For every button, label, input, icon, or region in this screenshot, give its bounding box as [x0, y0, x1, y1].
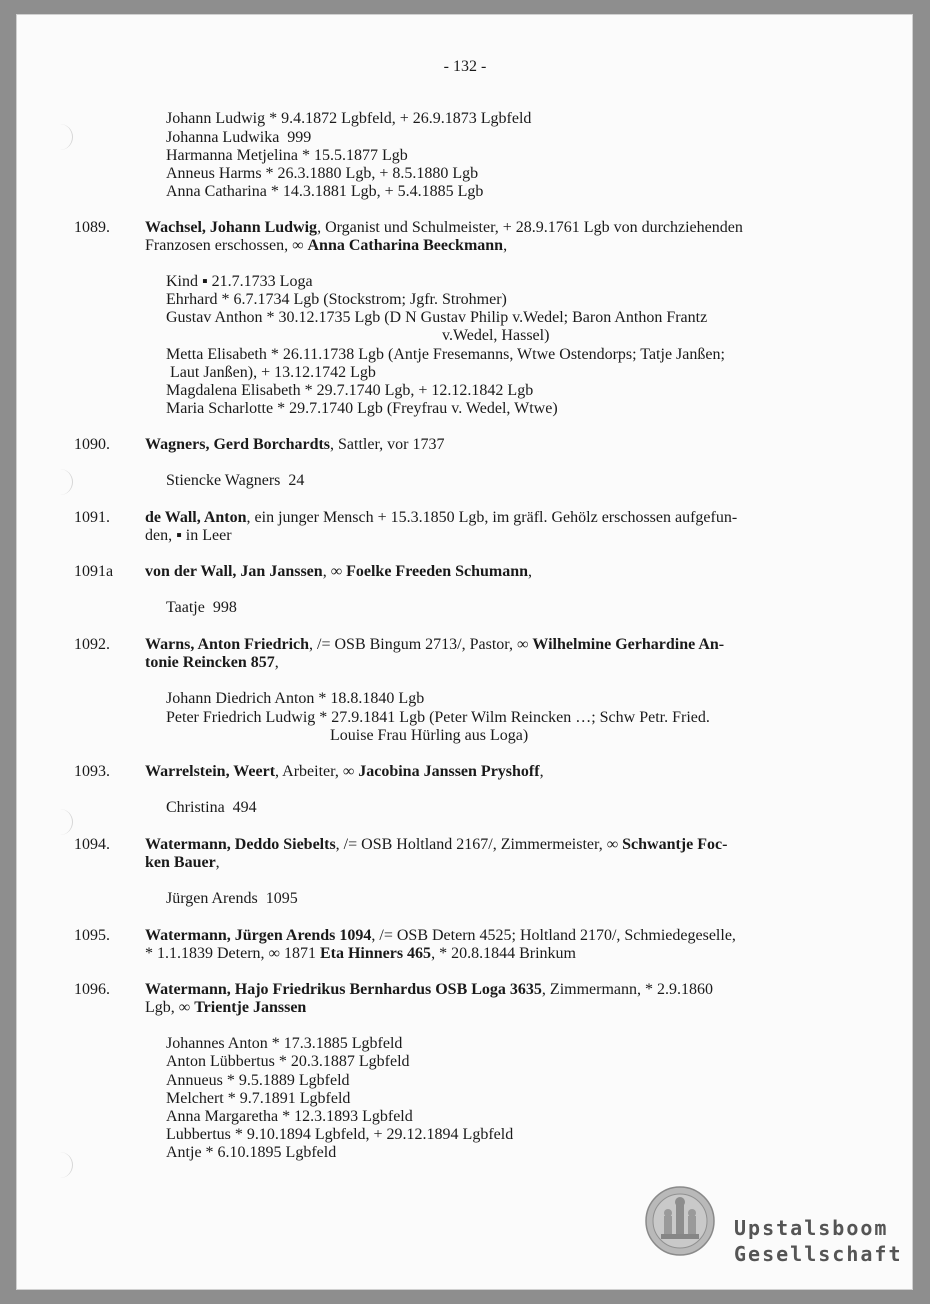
spouse-name: Jacobina Janssen Pryshoff	[358, 763, 540, 780]
entry-number: 1091.	[74, 509, 110, 526]
child-line: Lubbertus * 9.10.1894 Lgbfeld, + 29.12.1894 Lgbfeld	[166, 1126, 514, 1143]
entry-name: Wachsel, Johann Ludwig	[145, 219, 318, 236]
entry-heading	[145, 636, 724, 654]
entry-number: 1092.	[74, 636, 110, 653]
entry-text: Franzosen erschossen, ∞	[145, 237, 308, 254]
spouse-name: Foelke Freeden Schumann	[346, 563, 529, 580]
entry-heading-cont: den, ▪ in Leer	[145, 527, 232, 544]
child-line: Magdalena Elisabeth * 29.7.1740 Lgb, + 12.12.1842 Lgb	[166, 382, 534, 399]
page-number: - 132 -	[443, 58, 487, 75]
punch-hole	[56, 469, 73, 495]
entry-heading	[145, 219, 743, 237]
entry-name: Warrelstein, Weert	[145, 763, 276, 780]
child-line: Christina 494	[166, 799, 257, 816]
entry-name: Watermann, Hajo Friedrikus Bernhardus OSB Loga 3635	[145, 981, 542, 998]
entry-text: ,	[215, 854, 220, 871]
seal-icon	[645, 1186, 715, 1256]
child-line: Anton Lübbertus * 20.3.1887 Lgbfeld	[166, 1053, 410, 1070]
child-line: Johann Ludwig * 9.4.1872 Lgbfeld, + 26.9.1873 Lgbfeld	[166, 110, 532, 127]
entry-heading	[145, 436, 444, 454]
spouse-name: Schwantje Foc-	[622, 836, 728, 853]
child-line: Peter Friedrich Ludwig * 27.9.1841 Lgb (Peter Wilm Reincken …; Schw Petr. Fried.	[166, 709, 710, 726]
entry-number: 1089.	[74, 219, 110, 236]
entry-text: ,	[528, 563, 533, 580]
child-line: Taatje 998	[166, 599, 237, 616]
entry-number: 1091a	[74, 563, 114, 580]
entry-name: Warns, Anton Friedrich	[145, 636, 310, 653]
entry-text: * 1.1.1839 Detern, ∞ 1871	[145, 945, 320, 962]
entry-heading-cont	[145, 945, 576, 963]
child-line: Anna Margaretha * 12.3.1893 Lgbfeld	[166, 1108, 413, 1125]
entry-text: , Arbeiter, ∞	[275, 763, 359, 780]
child-line: Johannes Anton * 17.3.1885 Lgbfeld	[166, 1035, 403, 1052]
child-line: Maria Scharlotte * 29.7.1740 Lgb (Freyfrau v. Wedel, Wtwe)	[166, 400, 558, 417]
child-line: Johanna Ludwika 999	[166, 129, 312, 146]
entry-text: ,	[503, 237, 508, 254]
child-line: Harmanna Metjelina * 15.5.1877 Lgb	[166, 147, 408, 164]
entry-heading	[145, 509, 737, 527]
entry-number: 1096.	[74, 981, 110, 998]
entry-text: , /= OSB Bingum 2713/, Pastor, ∞	[309, 636, 533, 653]
entry-name: von der Wall, Jan Janssen	[145, 563, 323, 580]
child-line: Annueus * 9.5.1889 Lgbfeld	[166, 1072, 350, 1089]
entry-text: , * 20.8.1844 Brinkum	[431, 945, 576, 962]
child-line: Anneus Harms * 26.3.1880 Lgb, + 8.5.1880 Lgb	[166, 165, 479, 182]
entry-text: , Zimmermann, * 2.9.1860	[541, 981, 714, 998]
spouse-name: Anna Catharina Beeckmann	[307, 237, 504, 254]
entry-text: , /= OSB Detern 4525; Holtland 2170/, Schmiedegeselle,	[371, 927, 736, 944]
entry-text: , ∞	[322, 563, 347, 580]
entry-text: , ein junger Mensch + 15.3.1850 Lgb, im gräfl. Gehölz erschossen aufgefun-	[246, 509, 738, 526]
spouse-name: Eta Hinners 465	[319, 945, 432, 962]
entry-text: , Organist und Schulmeister, + 28.9.1761 Lgb von durchziehenden	[317, 219, 743, 236]
entry-number: 1090.	[74, 436, 110, 453]
entry-number: 1093.	[74, 763, 110, 780]
entry-heading	[145, 836, 727, 854]
child-line: Anna Catharina * 14.3.1881 Lgb, + 5.4.1885 Lgb	[166, 183, 484, 200]
entry-name: de Wall, Anton	[145, 509, 247, 526]
entry-heading-cont	[145, 999, 306, 1017]
entry-heading-cont	[145, 654, 279, 672]
punch-hole	[56, 809, 73, 835]
entry-text: , /= OSB Holtland 2167/, Zimmermeister, ∞	[335, 836, 623, 853]
entry-heading-cont	[145, 237, 507, 255]
entry-heading	[145, 763, 544, 781]
child-line: Johann Diedrich Anton * 18.8.1840 Lgb	[166, 690, 425, 707]
org-name-line2: Gesellschaft	[734, 1242, 903, 1266]
child-line: v.Wedel, Hassel)	[442, 327, 550, 344]
child-line: Melchert * 9.7.1891 Lgbfeld	[166, 1090, 351, 1107]
entry-heading	[145, 981, 713, 999]
entry-heading	[145, 563, 532, 581]
entry-text: , Sattler, vor 1737	[330, 436, 445, 453]
punch-hole	[56, 1152, 73, 1178]
child-line: Louise Frau Hürling aus Loga)	[330, 727, 529, 744]
spouse-name: ken Bauer	[145, 854, 216, 871]
child-line: Ehrhard * 6.7.1734 Lgb (Stockstrom; Jgfr. Strohmer)	[166, 291, 507, 308]
child-line: Laut Janßen), + 13.12.1742 Lgb	[170, 364, 376, 381]
entry-text: ,	[274, 654, 279, 671]
spouse-name: tonie Reincken 857	[145, 654, 275, 671]
child-line: Gustav Anthon * 30.12.1735 Lgb (D N Gustav Philip v.Wedel; Baron Anthon Frantz	[166, 309, 708, 326]
child-line: Kind ▪ 21.7.1733 Loga	[166, 273, 313, 290]
org-name-line1: Upstalsboom	[734, 1216, 889, 1240]
child-line: Metta Elisabeth * 26.11.1738 Lgb (Antje Fresemanns, Wtwe Ostendorps; Tatje Janßen;	[166, 346, 725, 363]
punch-hole	[56, 124, 73, 150]
child-line: Stiencke Wagners 24	[166, 472, 305, 489]
child-line: Jürgen Arends 1095	[166, 890, 298, 907]
entry-heading	[145, 927, 736, 945]
spouse-name: Trientje Janssen	[194, 999, 307, 1016]
spouse-name: Wilhelmine Gerhardine An-	[532, 636, 725, 653]
entry-name: Watermann, Jürgen Arends 1094	[145, 927, 372, 944]
entry-heading-cont	[145, 854, 220, 872]
entry-text: Lgb, ∞	[145, 999, 195, 1016]
entry-number: 1095.	[74, 927, 110, 944]
entry-number: 1094.	[74, 836, 110, 853]
entry-name: Watermann, Deddo Siebelts	[145, 836, 336, 853]
entry-text: ,	[539, 763, 544, 780]
entry-name: Wagners, Gerd Borchardts	[145, 436, 331, 453]
child-line: Antje * 6.10.1895 Lgbfeld	[166, 1144, 337, 1161]
